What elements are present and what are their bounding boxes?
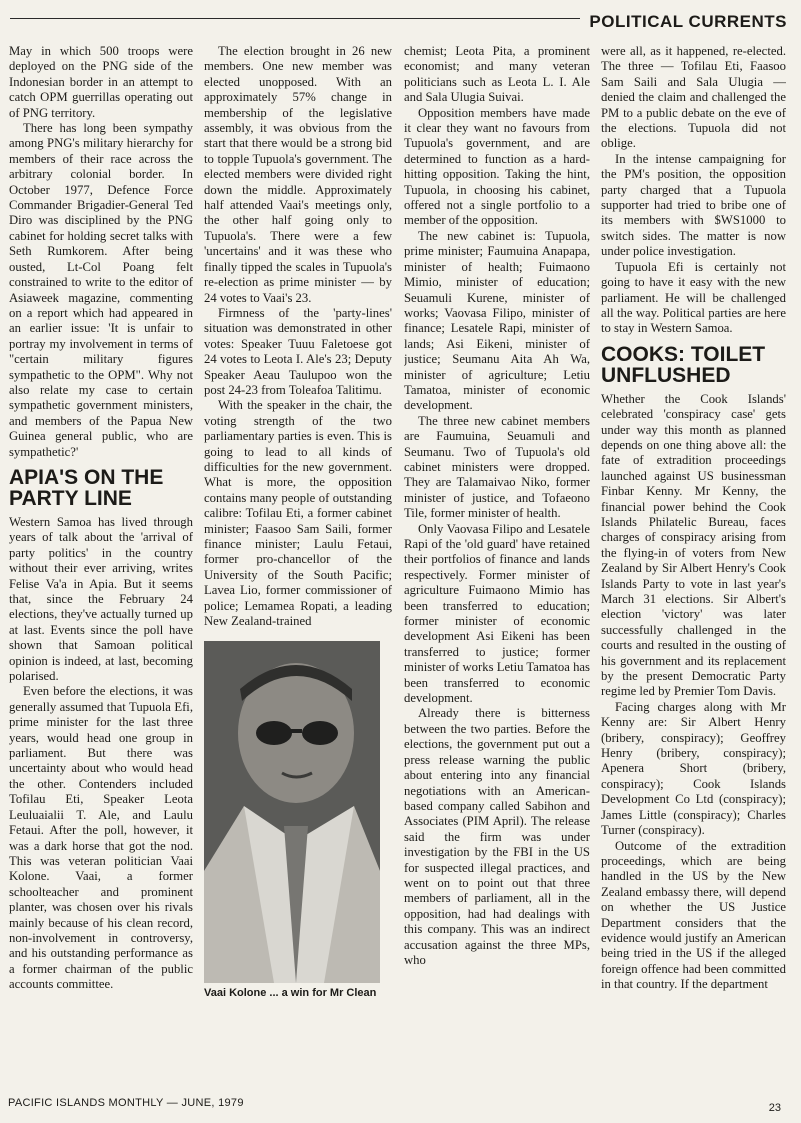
page-number: 23 <box>768 1102 781 1114</box>
column-4 <box>601 44 786 1092</box>
portrait-illustration <box>204 641 380 983</box>
paragraph: Whether the Cook Islands' celebrated 'conspiracy case' gets under way this month as planned depends on one thing above all: the fate of extradition proceedings launched against US businessman Finbar Kenny. Mr Kenny, the financial power behind the Cook Islands Philatelic Bureau, faces charges of conspiracy arising from the flying-in of voters from New Zealand by Sir Albert Henry's Cook Islands Party to vote in last year's March 31 elections. Sir Albert's election 'victory' was later successfully challenged in the courts and resulted in the ousting of his government and its replacement by the present Democratic Party regime led by Premier Tom Davis. <box>601 391 786 699</box>
paragraph: Outcome of the extradition proceedings, which are being handled in the US by the New Zealand embassy there, will depend on whether the US Justice Department considers that the evidence would justify an American being tried in the US if the alleged foreign offence had been committed in that country. If the department <box>601 838 786 992</box>
paragraph: There has long been sympathy among PNG's military hierarchy for members of their race across the arbitrary colonial border. In October 1977, Defence Force Commander Brigadier-General Ted Diro was disciplined by the PNG cabinet for holding secret talks with Seth Rumkorem. After being ousted, Lt-Col Poang felt constrained to write to the editor of Asiaweek magazine, commenting on a report which had appeared in an earlier issue: 'It is unfair to portray my involvement in terms of "certain military figures sympathetic to the OPM". Why not also relate my case to certain sympathetic government ministers, and members of the Papua New Guinea general public, who are sympathetic?' <box>9 121 193 459</box>
paragraph: Only Vaovasa Filipo and Lesatele Rapi of the 'old guard' have retained their portfolios of finance and lands respectively. Former minister of agriculture Fuimaono Mimio has been transferred to education; former minister of economic development Asi Eikeni has been transferred to justice; former minister of works Letiu Tamatoa has been transferred to economic development. <box>404 521 590 706</box>
paragraph: Already there is bitterness between the two parties. Before the elections, the government put out a press release warning the public about entering into any financial negotiations with an American-based company called Sabihon and Associates (PIM April). The release said the firm was under investigation by the FBI in the US for suspected illegal practices, and went on to point out that three members of parliament, all in the opposition, had had dealings with this company. This was an indirect accusation against the three MPs, who <box>404 706 590 967</box>
paragraph: Western Samoa has lived through years of talk about the 'arrival of party politics' in the country without their ever arriving, writes Felise Va'a in Apia. But it seems that, since the February 24 elections, they've actually turned up at last. Events since the poll have shown that Samoan political opinion is indeed, at last, becoming polarised. <box>9 514 193 684</box>
footer-publication: PACIFIC ISLANDS MONTHLY — JUNE, 1979 <box>8 1097 244 1109</box>
paragraph: The new cabinet is: Tupuola, prime minister; Faumuina Anapapa, minister of health; Fuimaono Mimio, minister of education; Seuamuli Kurene, minister of works; Vaovasa Filipo, minister of finance; Lesatele Rapi, minister of lands; Asi Eikeni, minister of justice; Seumanu Aita Ah Wa, minister of agriculture; Letiu Tamatoa, minister of economic development. <box>404 228 590 413</box>
paragraph: Tupuola Efi is certainly not going to have it easy with the new parliament. He will be challenged all the way. Political parties are here to stay in Western Samoa. <box>601 259 786 336</box>
paragraph: Opposition members have made it clear they want no favours from Tupuola's government, and are determined to function as a hard-hitting opposition. Taking the hint, Tupuola, in choosing his cabinet, offered not a single portfolio to a member of the opposition. <box>404 105 590 228</box>
paragraph: May in which 500 troops were deployed on the PNG side of the Indonesian border in an attempt to catch OPM guerrillas operating out of PNG territory. <box>9 44 193 120</box>
headline-cooks: COOKS: TOILET UNFLUSHED <box>601 342 766 387</box>
headline-apia: APIA'S ON THE PARTY LINE <box>9 465 164 510</box>
paragraph: chemist; Leota Pita, a prominent economist; and many veteran politicians such as Leota L. I. Ale and Sala Ulugia Suivai. <box>404 44 590 105</box>
section-title: POLITICAL CURRENTS <box>589 12 787 31</box>
portrait-photo <box>204 641 380 983</box>
paragraph: In the intense campaigning for the PM's position, the opposition party charged that a Tupuola supporter had tried to bribe one of its members with $WS1000 to switch sides. The matter is now under police investigation. <box>601 151 786 259</box>
paragraph: Even before the elections, it was generally assumed that Tupuola Efi, prime minister for the last three years, would head one group in parliament. But there was uncertainty about who would head the other. Contenders included Tofilau Eti, Speaker Leota Leuluaialii T. Ale, and Laulu Fetaui. After the poll, however, it was a dark horse that got the nod. This was veteran politician Vaai Kolone. Vaai, a former schoolteacher and prominent planter, was chosen over his rivals mainly because of his clean record, non-involvement in controversy, and his outstanding performance as a former chairman of the public accounts committee. <box>9 684 193 992</box>
photo-caption: Vaai Kolone ... a win for Mr Clean <box>204 987 377 1000</box>
paragraph: With the speaker in the chair, the voting strength of the two parliamentary parties is even. This is going to lead to all kinds of difficulties for the new government. What is more, the opposition contains many people of outstanding calibre: Tofilau Eti, a former cabinet minister; Faasoo Sam Saili, former finance minister; Laulu Fetaui, former pro-chancellor of the University of the South Pacific; Lavea Lio, former commissioner of police; Lemamea Ropati, a leading New Zealand-trained <box>204 398 392 629</box>
header-rule <box>10 18 580 19</box>
paragraph: Facing charges along with Mr Kenny are: Sir Albert Henry (bribery, conspiracy); Geoffrey Henry (bribery, conspiracy); Apenera Short (bribery, conspiracy); Cook Islands Development Co Ltd (conspiracy); James Little (conspiracy); Charles Turner (conspiracy). <box>601 699 786 838</box>
column-1 <box>9 44 193 1084</box>
column-2 <box>204 44 392 1084</box>
paragraph: Firmness of the 'party-lines' situation was demonstrated in other votes: Speaker Tuuu Faletoese got 24 votes to Leota I. Ale's 23; Deputy Speaker Aeau Taulupoo won the post 24-23 from Toleafoa Talitimu. <box>204 305 392 397</box>
paragraph: were all, as it happened, re-elected. The three — Tofilau Eti, Faasoo Sam Saili and Sala Ulugia — denied the claim and challenged the PM to a public debate on the eve of the elections. Tupuola did not oblige. <box>601 44 786 151</box>
paragraph: The election brought in 26 new members. One new member was elected unopposed. With an approximately 57% change in membership of the legislative assembly, it was obvious from the start that there would be a strong bid to topple Tupuola's government. The elected members were divided right down the middle. Approximately half attended Vaai's meetings only, the other half going only to Tupuola's. There were a few 'uncertains' and it was these who finally tipped the scales in Tupuola's re-election as prime minister — by 24 votes to Vaai's 23. <box>204 44 392 305</box>
paragraph: The three new cabinet members are Faumuina, Seuamuli and Seumanu. Two of Tupuola's old cabinet ministers were dropped. They are Talamaivao Niko, former minister of justice, and Tofaeono Tile, former minister of health. <box>404 413 590 521</box>
column-3 <box>404 44 590 1092</box>
